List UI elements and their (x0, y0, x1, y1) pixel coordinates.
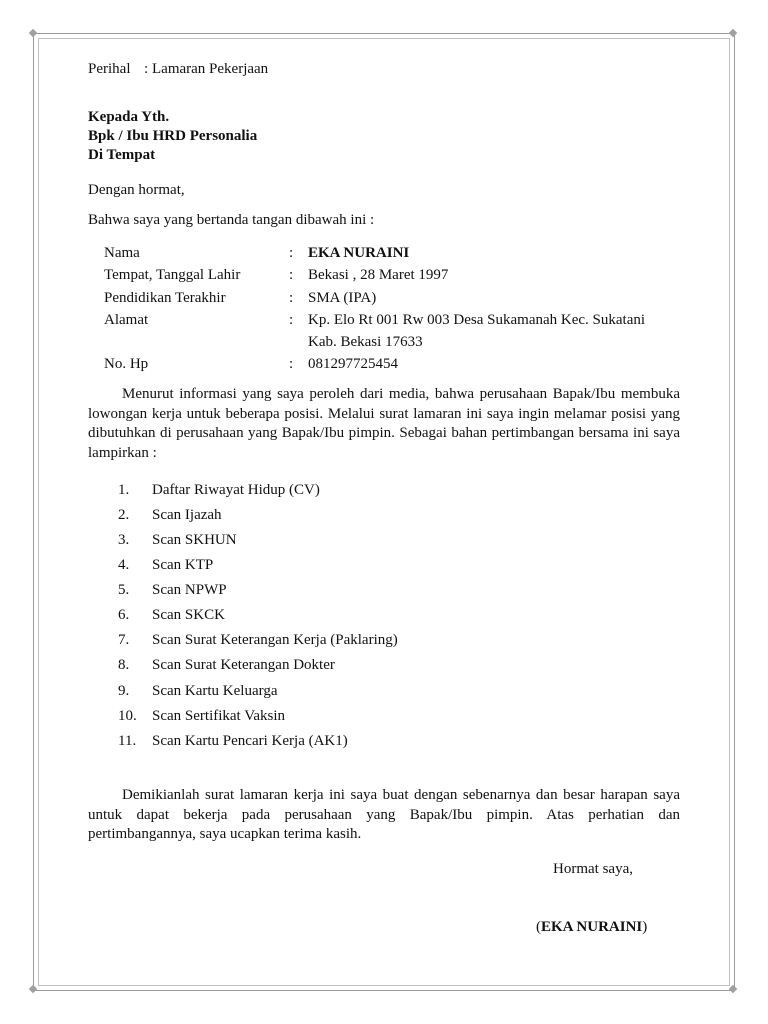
detail-separator: : (289, 267, 294, 283)
list-item-text: Scan NPWP (152, 582, 227, 598)
detail-label: Alamat (104, 312, 149, 328)
list-item-number: 7. (118, 632, 130, 648)
list-item-text: Scan SKCK (152, 607, 225, 623)
list-item-text: Daftar Riwayat Hidup (CV) (152, 482, 320, 498)
signature-name: EKA NURAINI (541, 919, 643, 935)
subject-separator: : (144, 61, 149, 77)
detail-label: Nama (104, 245, 140, 261)
body-paragraph-1: Menurut informasi yang saya peroleh dari media, bahwa perusahaan Bapak/Ibu membuka lowongan kerja untuk beberapa posisi. Melalui surat lamaran ini saya ingin melamar posisi yang dibutuhkan di perusahaan yang Bapak/Ibu pimpin. Sebagai bahan pertimbangan bersama ini saya lampirkan : (88, 386, 680, 461)
list-item-number: 8. (118, 657, 130, 673)
list-item-text: Scan Surat Keterangan Kerja (Paklaring) (152, 632, 398, 648)
list-item-number: 1. (118, 482, 130, 498)
detail-separator: : (289, 245, 294, 261)
detail-value: SMA (IPA) (308, 290, 377, 306)
closing-text: Hormat saya, (553, 861, 633, 877)
corner-ornament-bottom-right (729, 985, 737, 993)
subject-value: Lamaran Pekerjaan (152, 61, 269, 77)
list-item-text: Scan Surat Keterangan Dokter (152, 657, 335, 673)
intro-text: Bahwa saya yang bertanda tangan dibawah ini : (88, 212, 375, 228)
list-item-text: Scan Sertifikat Vaksin (152, 708, 286, 724)
recipient-line-1: Kepada Yth. (88, 109, 170, 125)
detail-separator: : (289, 290, 294, 306)
detail-separator: : (289, 356, 294, 372)
detail-value-line-2: Kab. Bekasi 17633 (308, 334, 423, 350)
list-item-number: 4. (118, 557, 130, 573)
greeting: Dengan hormat, (88, 182, 185, 198)
list-item-text: Scan KTP (152, 557, 214, 573)
signature-close-paren: ) (642, 919, 648, 935)
detail-value: Kp. Elo Rt 001 Rw 003 Desa Sukamanah Kec. Sukatani (308, 312, 646, 328)
signature-open-paren: ( (536, 919, 541, 935)
list-item-text: Scan Kartu Keluarga (152, 683, 278, 699)
list-item-number: 6. (118, 607, 130, 623)
list-item-text: Scan Ijazah (152, 507, 222, 523)
list-item-text: Scan Kartu Pencari Kerja (AK1) (152, 733, 348, 749)
detail-label: No. Hp (104, 356, 149, 372)
list-item-number: 5. (118, 582, 130, 598)
list-item-number: 10. (118, 708, 137, 724)
detail-value: Bekasi , 28 Maret 1997 (308, 267, 449, 283)
subject-label: Perihal (88, 61, 131, 77)
recipient-line-3: Di Tempat (88, 147, 156, 163)
detail-label: Tempat, Tanggal Lahir (104, 267, 241, 283)
detail-value: EKA NURAINI (308, 245, 410, 261)
list-item-number: 2. (118, 507, 130, 523)
detail-separator: : (289, 312, 294, 328)
signature (536, 918, 647, 936)
list-item-number: 9. (118, 683, 130, 699)
detail-value: 081297725454 (308, 356, 398, 372)
list-item-number: 3. (118, 532, 130, 548)
body-paragraph-2: Demikianlah surat lamaran kerja ini saya buat dengan sebenarnya dan besar harapan saya untuk dapat bekerja pada perusahaan yang Bapak/Ibu pimpin. Atas perhatian dan pertimbangannya, saya ucapkan terima kasih. (88, 787, 680, 842)
detail-label: Pendidikan Terakhir (104, 290, 226, 306)
recipient-line-2: Bpk / Ibu HRD Personalia (88, 128, 258, 144)
list-item-text: Scan SKHUN (152, 532, 237, 548)
list-item-number: 11. (118, 733, 137, 749)
